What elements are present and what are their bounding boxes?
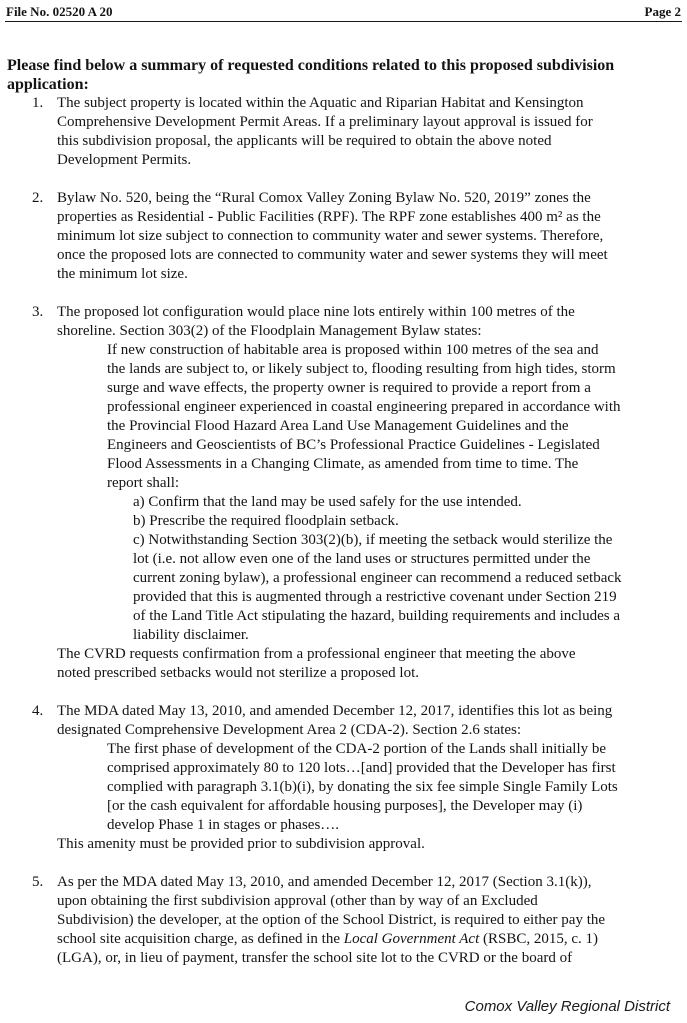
text-segment: (RSBC, 2015, c. 1) bbox=[479, 930, 599, 947]
sub-item-c-line: of the Land Title Act stipulating the hazard, building requirements and includes a bbox=[133, 607, 620, 624]
closing-line: The CVRD requests confirmation from a professional engineer that meeting the above bbox=[57, 645, 576, 662]
file-number: File No. 02520 A 20 bbox=[6, 4, 113, 19]
quote-sub-items bbox=[107, 493, 687, 645]
item-number: 2. bbox=[32, 189, 44, 206]
mda-quote bbox=[57, 740, 687, 835]
text-line: The MDA dated May 13, 2010, and amended December 12, 2017, identifies this lot as being bbox=[57, 702, 613, 719]
text-line: The proposed lot configuration would place nine lots entirely within 100 metres of the bbox=[57, 303, 575, 320]
text-line: this subdivision proposal, the applicants will be required to obtain the above noted bbox=[57, 132, 552, 149]
text-line: As per the MDA dated May 13, 2010, and amended December 12, 2017 (Section 3.1(k)), bbox=[57, 873, 592, 890]
document-body bbox=[0, 56, 687, 968]
item-number: 4. bbox=[32, 702, 44, 719]
item-number: 1. bbox=[32, 94, 44, 111]
text-line: once the proposed lots are connected to community water and sewer systems they will meet bbox=[57, 246, 608, 263]
text-line: the minimum lot size. bbox=[57, 265, 188, 282]
item-number: 3. bbox=[32, 303, 44, 320]
closing-line: noted prescribed setbacks would not sterilize a proposed lot. bbox=[57, 664, 419, 681]
sub-item-c-line: liability disclaimer. bbox=[133, 626, 249, 643]
sub-item-b: b) Prescribe the required floodplain setback. bbox=[133, 512, 399, 529]
quote-line: complied with paragraph 3.1(b)(i), by donating the six fee simple Single Family Lots bbox=[107, 778, 618, 795]
quote-line: the Provincial Flood Hazard Area Land Use Management Guidelines and the bbox=[107, 417, 569, 434]
text-line: shoreline. Section 303(2) of the Floodplain Management Bylaw states: bbox=[57, 322, 482, 339]
closing-line: This amenity must be provided prior to subdivision approval. bbox=[57, 835, 425, 852]
quote-line: [or the cash equivalent for affordable housing purposes], the Developer may (i) bbox=[107, 797, 583, 814]
condition-item-3 bbox=[0, 303, 687, 683]
text-line: Subdivision) the developer, at the option of the School District, is required to either pay the bbox=[57, 911, 606, 928]
text-line bbox=[57, 930, 687, 949]
text-line: The subject property is located within the Aquatic and Riparian Habitat and Kensington bbox=[57, 94, 584, 111]
quote-line: Engineers and Geoscientists of BC’s Professional Practice Guidelines - Legislated bbox=[107, 436, 600, 453]
quote-line: The first phase of development of the CDA-2 portion of the Lands shall initially be bbox=[107, 740, 607, 757]
sub-item-c: c) Notwithstanding Section 303(2)(b), if meeting the setback would sterilize the bbox=[133, 531, 613, 548]
text-segment: school site acquisition charge, as defined in the bbox=[57, 930, 344, 947]
page-number: Page 2 bbox=[644, 4, 681, 19]
text-line: minimum lot size subject to connection to community water and sewer systems. Therefore, bbox=[57, 227, 604, 244]
heading-line: application: bbox=[7, 75, 89, 93]
text-line: upon obtaining the first subdivision approval (other than by way of an Excluded bbox=[57, 892, 538, 909]
quote-line: Flood Assessments in a Changing Climate, as amended from time to time. The bbox=[107, 455, 579, 472]
text-line: Development Permits. bbox=[57, 151, 192, 168]
sub-item-a: a) Confirm that the land may be used safely for the use intended. bbox=[133, 493, 522, 510]
text-line: properties as Residential - Public Facilities (RPF). The RPF zone establishes 400 m² as the bbox=[57, 208, 601, 225]
quote-line: report shall: bbox=[107, 474, 180, 491]
condition-item-5 bbox=[0, 873, 687, 968]
condition-item-2 bbox=[0, 189, 687, 284]
act-title-italic: Local Government Act bbox=[343, 930, 480, 947]
footer-organization: Comox Valley Regional District bbox=[464, 998, 670, 1015]
quote-line: develop Phase 1 in stages or phases…. bbox=[107, 816, 340, 833]
section-heading bbox=[0, 56, 687, 94]
bylaw-quote bbox=[57, 341, 687, 645]
quote-line: the lands are subject to, or likely subject to, flooding resulting from high tides, storm bbox=[107, 360, 616, 377]
text-line: (LGA), or, in lieu of payment, transfer the school site lot to the CVRD or the board of bbox=[57, 949, 573, 966]
sub-item-c-line: provided that this is augmented through a restrictive covenant under Section 219 bbox=[133, 588, 617, 605]
item-number: 5. bbox=[32, 873, 44, 890]
sub-item-c-line: lot (i.e. not allow even one of the land uses or structures permitted under the bbox=[133, 550, 591, 567]
quote-line: professional engineer experienced in coastal engineering prepared in accordance with bbox=[107, 398, 621, 415]
condition-item-1 bbox=[0, 94, 687, 170]
condition-item-4 bbox=[0, 702, 687, 854]
text-line: designated Comprehensive Development Area 2 (CDA-2). Section 2.6 states: bbox=[57, 721, 522, 738]
page-header bbox=[5, 3, 682, 22]
sub-item-c-line: current zoning bylaw), a professional engineer can recommend a reduced setback bbox=[133, 569, 622, 586]
text-line: Bylaw No. 520, being the “Rural Comox Valley Zoning Bylaw No. 520, 2019” zones the bbox=[57, 189, 591, 206]
text-line: Comprehensive Development Permit Areas. If a preliminary layout approval is issued for bbox=[57, 113, 593, 130]
quote-line: If new construction of habitable area is proposed within 100 metres of the sea and bbox=[107, 341, 599, 358]
quote-line: comprised approximately 80 to 120 lots…[and] provided that the Developer has first bbox=[107, 759, 616, 776]
quote-line: surge and wave effects, the property owner is required to provide a report from a bbox=[107, 379, 591, 396]
heading-line: Please find below a summary of requested conditions related to this proposed subdivision bbox=[7, 56, 615, 74]
